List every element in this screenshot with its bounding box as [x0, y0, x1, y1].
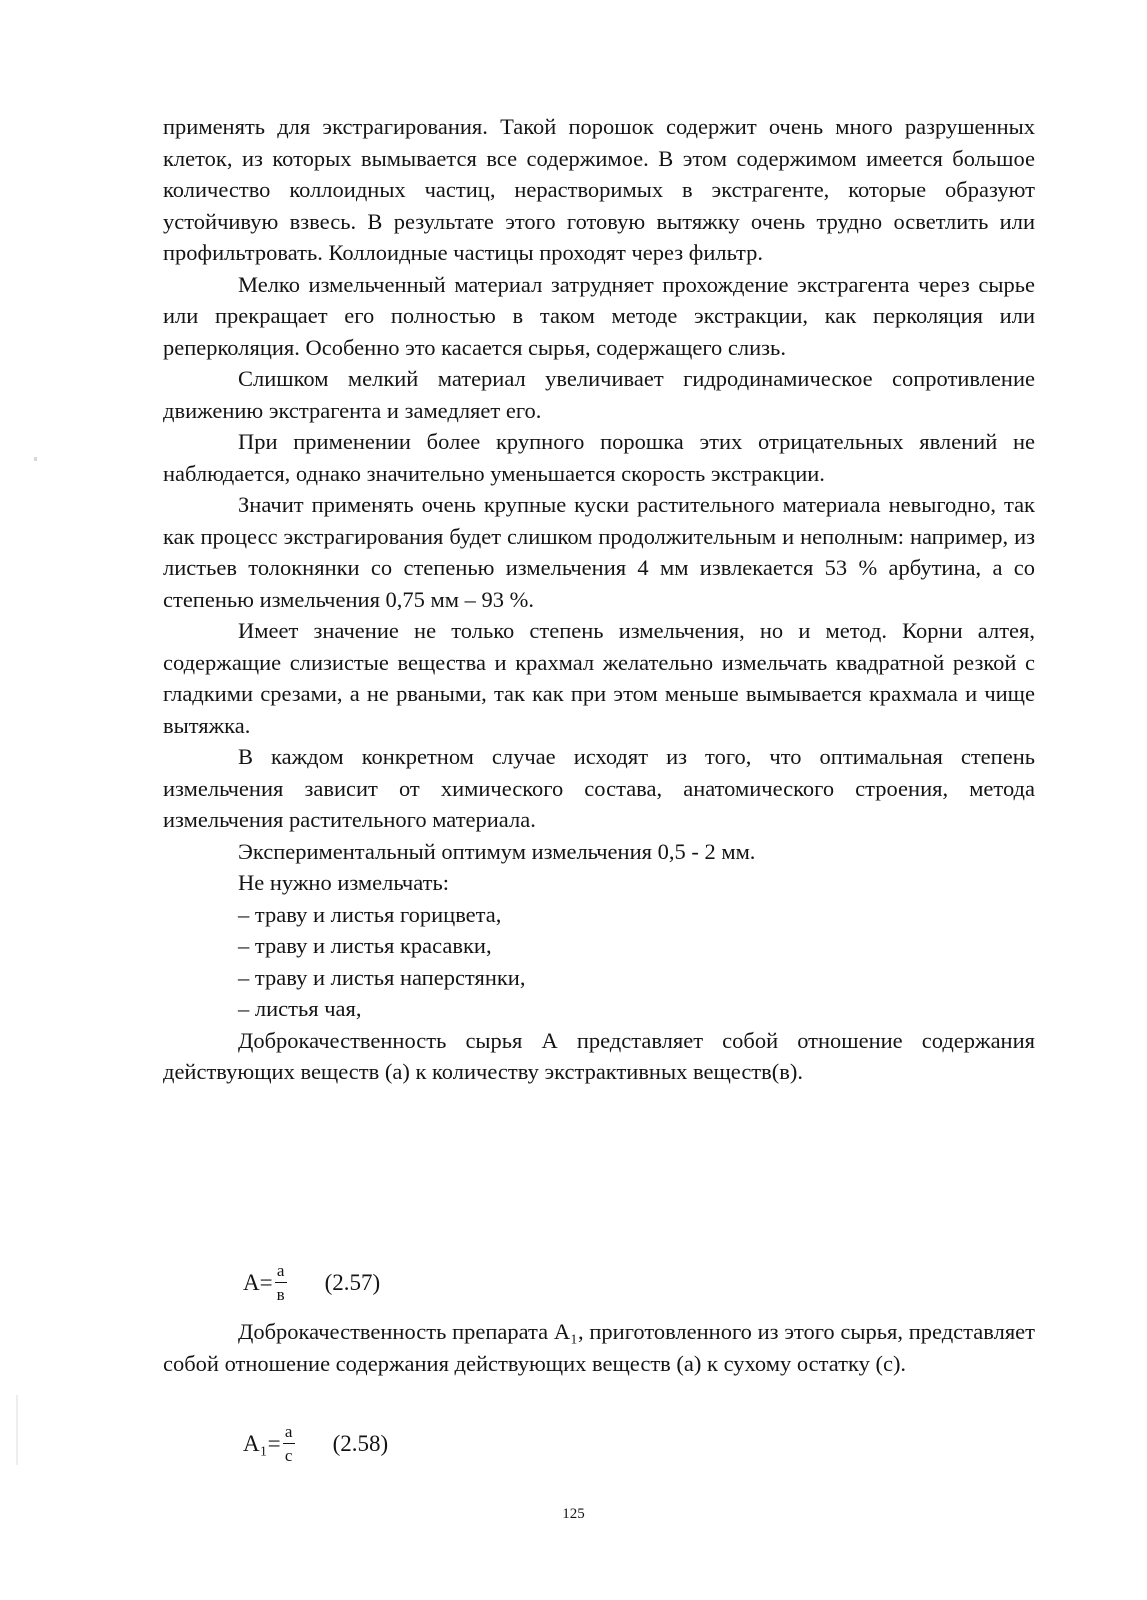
fraction-numerator: а [276, 1261, 285, 1280]
formula-2-58 [243, 1423, 388, 1465]
optimum-line: Экспериментальный оптимум измельчения 0,5 - 2 мм. [238, 838, 756, 864]
list-item: – листья чая, [238, 996, 362, 1021]
main-text-top [163, 111, 1035, 1088]
paragraph-continuation: применять для экстрагирования. Такой порошок содержит очень много разрушенных клеток, из которых вымывается все содержимое. В этом содержимом имеется большое количество коллоидных частиц, нерастворимых в экстрагенте, которые образуют устойчивую взвесь. В результате этого готовую вытяжку очень трудно осветлить или профильтровать. Коллоидные частицы проходят через фильтр. [163, 114, 1035, 265]
equation-number: (2.57) [324, 1270, 381, 1295]
list-item: – траву и листья наперстянки, [238, 964, 526, 990]
formula-fraction [275, 1262, 287, 1304]
formula-lhs: А= [243, 1270, 273, 1295]
equation-number: (2.58) [332, 1431, 389, 1456]
fraction-denominator: с [284, 1446, 293, 1465]
formula-2-57 [243, 1262, 380, 1304]
paragraph-optimal-degree: В каждом конкретном случае исходят из того, что оптимальная степень измельчения зависит от химического состава, анатомического строения, метода измельчения растительного материала. [163, 744, 1035, 832]
list-item: – траву и листья горицвета, [238, 901, 502, 927]
paragraph-resistance: Слишком мелкий материал увеличивает гидродинамическое сопротивление движению экстрагента и замедляет его. [163, 366, 1035, 423]
paragraph-large-pieces: Значит применять очень крупные куски растительного материала невыгодно, так как процесс экстрагирования будет слишком продолжительным и неполным: например, из листьев толокнянки со степенью измельчения 4 мм извлекается 53 % арбутина, а со степенью измельчения 0,75 мм – 93 %. [163, 492, 1035, 612]
scan-edge-mark [16, 1395, 18, 1465]
page-number: 125 [562, 1506, 585, 1522]
main-text-bottom [163, 1316, 1035, 1379]
paragraph-fine-material: Мелко измельченный материал затрудняет прохождение экстрагента через сырье или прекращает его полностью в таком методе экстракции, как перколяция или реперколяция. Особенно это касается сырья, содержащего слизь. [163, 271, 1035, 360]
fraction-bar [275, 1282, 287, 1283]
fraction-numerator: а [284, 1422, 293, 1441]
formula-lhs: А₁= [243, 1431, 281, 1456]
scan-speck [34, 457, 37, 461]
fraction-denominator: в [276, 1285, 285, 1304]
paragraph-coarse-powder: При применении более крупного порошка этих отрицательных явлений не наблюдается, однако значительно уменьшается скорость экстракции. [163, 429, 1035, 486]
paragraph-prep-quality: Доброкачественность препарата А₁, приготовленного из этого сырья, представляет собой отношение содержания действующих веществ (а) к сухому остатку (с). [163, 1319, 1035, 1376]
list-intro: Не нужно измельчать: [238, 870, 449, 895]
list-item: – траву и листья красавки, [238, 933, 492, 958]
paragraph-raw-quality: Доброкачественность сырья А представляет собой отношение содержания действующих веществ (а) к количеству экстрактивных веществ(в). [163, 1027, 1035, 1084]
fraction-bar [283, 1443, 295, 1444]
formula-fraction [283, 1423, 295, 1465]
paragraph-method: Имеет значение не только степень измельчения, но и метод. Корни алтея, содержащие слизистые вещества и крахмал желательно измельчать квадратной резкой с гладкими срезами, а не рваными, так как при этом меньше вымывается крахмала и чище вытяжка. [163, 618, 1035, 738]
